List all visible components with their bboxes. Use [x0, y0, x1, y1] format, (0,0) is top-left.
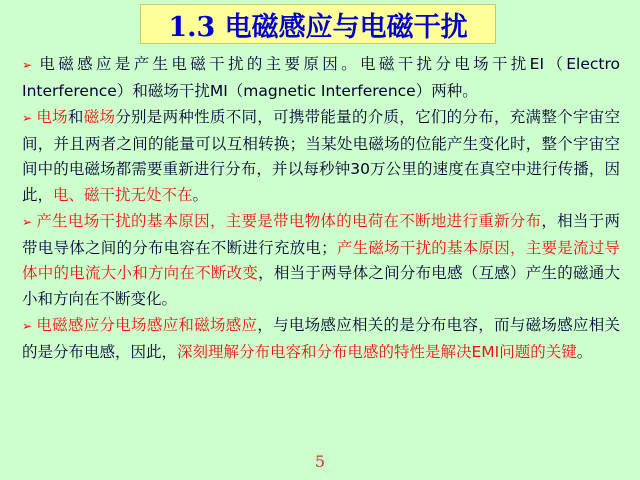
body-text: ，相当于两导体之间分布电感（互感）产生的磁通大小和方向在不断变化。 — [22, 264, 620, 308]
paragraph-1 — [22, 52, 620, 104]
arrow-bullet-icon: ➢ — [22, 58, 33, 72]
emphasis-text: 电场 — [36, 108, 68, 126]
body-text: ，相当于两带电导体之间的分布电容在不断进行充放电； — [22, 212, 620, 257]
paragraph-4 — [22, 313, 620, 365]
emphasis-text: 磁场 — [83, 108, 116, 126]
arrow-bullet-icon: ➢ — [22, 215, 33, 229]
emphasis-text: 深刻理解分布电容和分布电感的特性是解决EMI问题的关键 — [177, 342, 577, 361]
body-text: ，与电场感应相关的是分布电容，而与磁场感应相关的是分布电感，因此， — [22, 316, 620, 361]
body-text: 。 — [192, 185, 209, 204]
slide-body — [22, 52, 620, 366]
page-number: 5 — [314, 452, 326, 471]
body-text: 和 — [67, 108, 84, 126]
emphasis-text: 电、磁干扰无处不在 — [53, 185, 193, 204]
body-text: 分别是两种性质不同，可携带能量的介质，它们的分布，充满整个宇宙空间，并且两者之间的能量可以互相转换；当某处电磁场的位能产生变化时，整个宇宙空间中的电磁场都需要重新进行分布，并以每秒钟30万公里的速度在真空中进行传播，因此， — [22, 108, 620, 204]
arrow-bullet-icon: ➢ — [22, 111, 33, 125]
body-text: 。 — [576, 342, 593, 361]
emphasis-text: 产生磁场干扰的基本原因，主要是流过导体中的电流大小和方向在不断改变 — [22, 238, 620, 282]
slide-title: 1.3 电磁感应与电磁干扰 — [140, 4, 496, 44]
emphasis-text: 产生电场干扰的基本原因，主要是带电物体的电荷在不断地进行重新分布 — [36, 212, 542, 230]
paragraph-2 — [22, 105, 620, 208]
arrow-bullet-icon: ➢ — [22, 319, 33, 333]
paragraph-1-text: 电磁感应是产生电磁干扰的主要原因。电磁干扰分电场干扰EI（Electro Interference）和磁场干扰MI（magnetic Interference）两种。 — [22, 55, 620, 100]
paragraph-3 — [22, 209, 620, 312]
emphasis-text: 电磁感应分电场感应和磁场感应 — [36, 316, 258, 334]
